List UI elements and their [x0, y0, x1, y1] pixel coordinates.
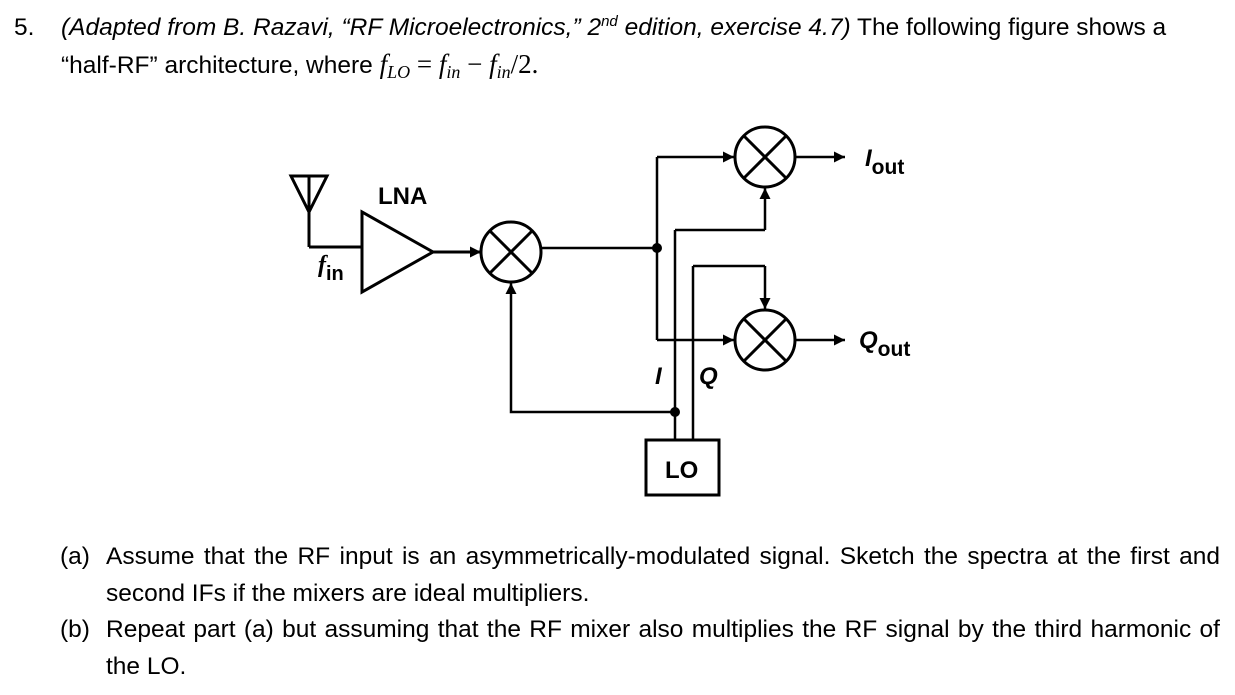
lna-label: LNA: [378, 183, 428, 210]
rf-mixer: [481, 222, 541, 282]
lo-to-rf-mixer-wire: [511, 283, 675, 412]
formula-equals: =: [410, 49, 439, 79]
sub-questions: [60, 539, 1220, 685]
iout-label-main: I: [865, 145, 872, 172]
source-citation-end: edition, exercise 4.7): [617, 14, 851, 41]
q-mixer: [735, 310, 795, 370]
lo-label: LO: [665, 457, 699, 484]
lead-text: The following figure shows a: [850, 14, 1167, 41]
formula-f-in-2: f: [489, 49, 497, 79]
q-path-label: Q: [699, 363, 718, 390]
qout-label-sub: out: [877, 338, 911, 361]
part-a: [60, 539, 1220, 612]
edition-superscript: nd: [601, 13, 618, 30]
line2-text: “half-RF” architecture, where: [61, 52, 380, 79]
part-b-label: (b): [60, 616, 90, 643]
problem-number: 5.: [14, 14, 35, 41]
fin-label-f: f: [318, 252, 326, 278]
part-a-text: Assume that the RF input is an asymmetrically-modulated signal. Sketch the spectra at the first and second IFs if the mixers are ideal multipliers.: [106, 543, 1220, 607]
formula-sub-in-2: in: [496, 62, 511, 82]
source-citation-text: (Adapted from B. Razavi, “RF Microelectronics,” 2: [61, 14, 602, 41]
part-b-text: Repeat part (a) but assuming that the RF mixer also multiplies the RF signal by the third harmonic of the LO.: [106, 616, 1220, 680]
part-a-label: (a): [60, 543, 90, 570]
formula-f-in-1: f: [438, 49, 447, 79]
fin-label-sub: in: [326, 263, 344, 285]
i-path-label: I: [655, 363, 662, 390]
antenna-icon: [291, 176, 362, 247]
qout-label-main: Q: [859, 327, 878, 354]
i-mixer: [735, 127, 795, 187]
iout-label-sub: out: [871, 156, 905, 179]
formula-sub-in-1: in: [446, 62, 461, 82]
formula-minus: −: [460, 49, 490, 79]
qout-label: [859, 327, 910, 361]
part-b: [60, 612, 1220, 685]
fin-label: [318, 252, 344, 285]
formula-f-lo: f: [379, 49, 388, 79]
formula-tail: /2.: [510, 49, 539, 79]
formula-sub-lo: LO: [387, 62, 411, 82]
iout-label: [865, 145, 904, 179]
lna-amplifier: [362, 212, 433, 292]
